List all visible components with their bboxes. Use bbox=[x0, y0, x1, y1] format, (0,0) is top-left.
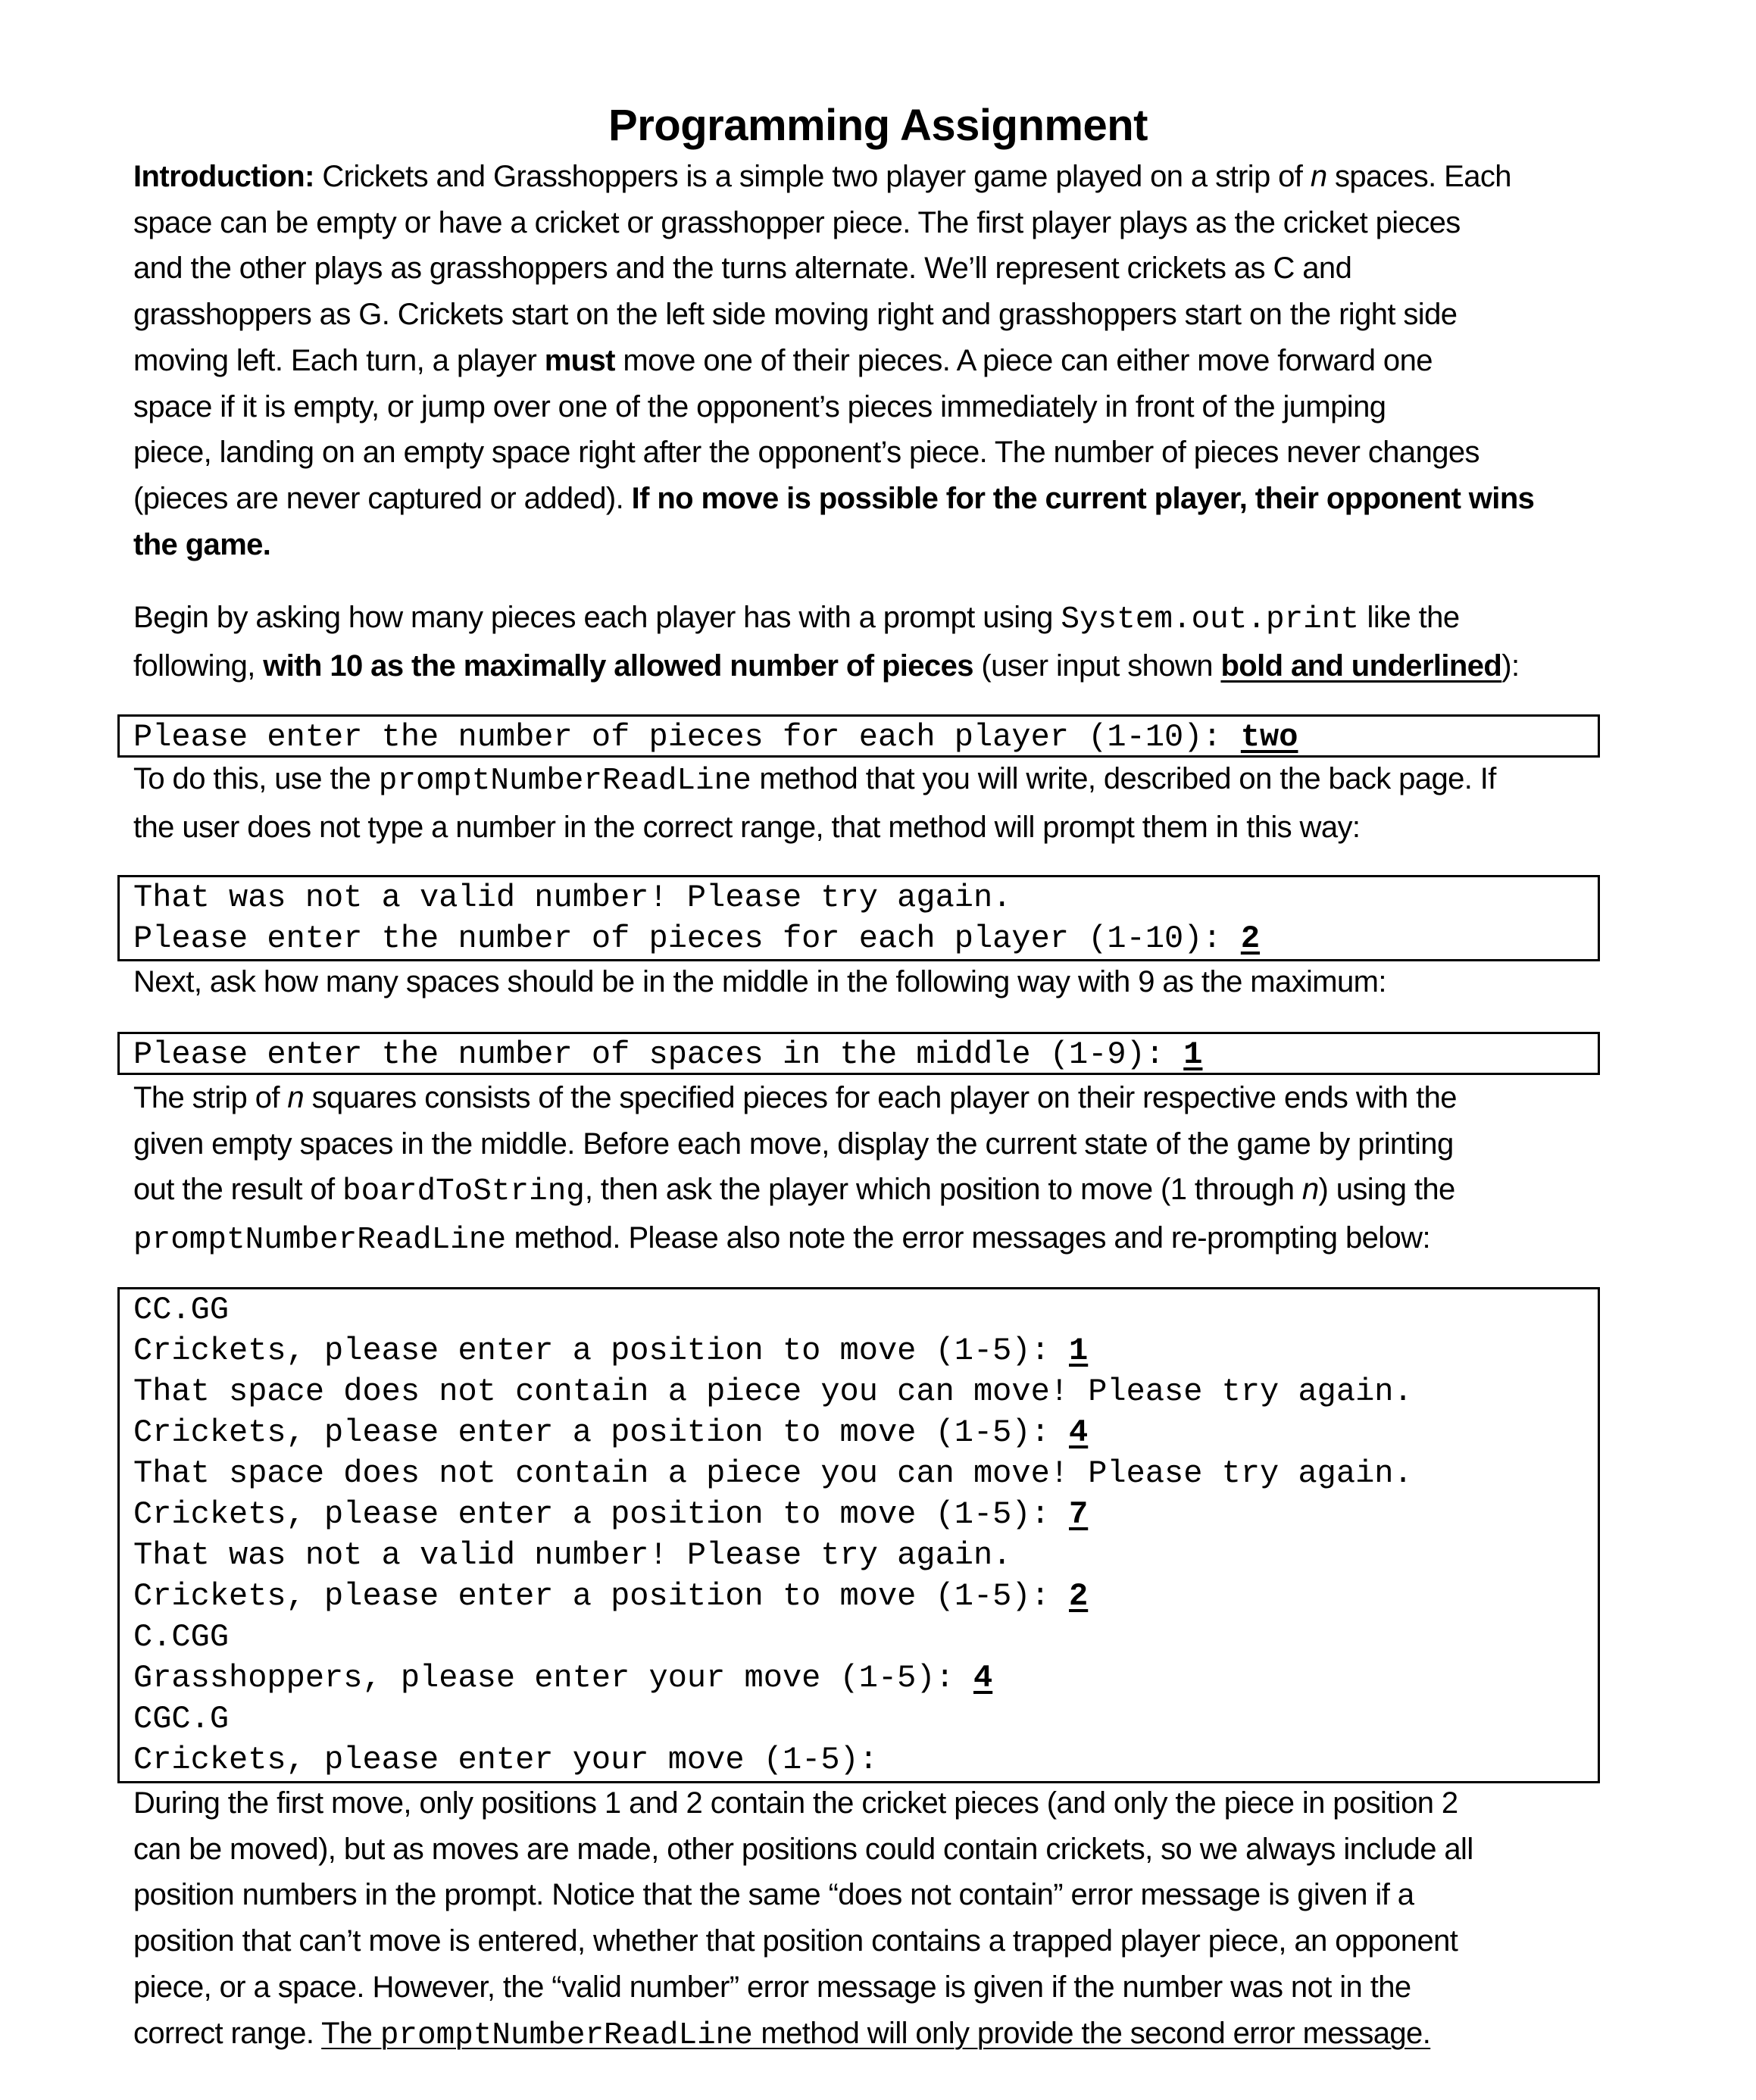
text-run: space if it is empty, or jump over one of the opponent’s pieces immediately in front of the jumping bbox=[133, 389, 1386, 423]
prompt-method-instructions bbox=[133, 756, 1496, 850]
text-run: method. Please also note the error messages and re-prompting below: bbox=[506, 1221, 1430, 1255]
text-run: correct range. bbox=[133, 2016, 322, 2050]
text-line bbox=[133, 1121, 1457, 1167]
user-input-text: 2 bbox=[1240, 920, 1261, 957]
console-example-game-session bbox=[117, 1287, 1600, 1783]
text-run: following, bbox=[133, 648, 264, 683]
text-run: n bbox=[1301, 1173, 1319, 1207]
text-line bbox=[133, 756, 1496, 805]
text-line bbox=[133, 717, 1598, 758]
inline-code: System.out.print bbox=[1061, 602, 1360, 637]
user-input-text: 2 bbox=[1069, 1578, 1089, 1614]
inline-code: boardToString bbox=[342, 1174, 585, 1210]
text-run: position that can’t move is entered, whether that position contains a trapped player piece, an opponent bbox=[133, 1924, 1458, 1958]
text-line bbox=[133, 805, 1496, 851]
text-line bbox=[133, 918, 1598, 959]
text-run: can be moved), but as moves are made, other positions could contain crickets, so we always include all bbox=[133, 1832, 1473, 1866]
text-run: During the first move, only positions 1 and 2 contain the cricket pieces (and only the piece in position 2 bbox=[133, 1786, 1458, 1820]
text-line bbox=[133, 430, 1534, 476]
page-title: Programming Assignment bbox=[608, 100, 1148, 150]
text-line bbox=[133, 476, 1534, 522]
text-line bbox=[133, 1698, 1598, 1739]
user-input-text: two bbox=[1240, 719, 1298, 755]
text-line bbox=[133, 245, 1534, 292]
text-run: space can be empty or have a cricket or grasshopper piece. The first player plays as the cricket pieces bbox=[133, 205, 1461, 239]
text-line bbox=[133, 1780, 1473, 1827]
inline-code: promptNumberReadLine bbox=[133, 1223, 507, 1258]
text-line bbox=[133, 1617, 1598, 1658]
inline-code: promptNumberReadLine bbox=[380, 2017, 753, 2053]
text-line bbox=[133, 1167, 1457, 1215]
text-run: , then ask the player which position to move (1 through bbox=[584, 1173, 1302, 1207]
user-input-text: 1 bbox=[1183, 1036, 1203, 1073]
text-line bbox=[133, 1034, 1598, 1075]
text-run: Next, ask how many spaces should be in the middle in the following way with 9 as the maximum: bbox=[133, 965, 1386, 998]
text-run: (pieces are never captured or added). bbox=[133, 481, 632, 515]
text-line bbox=[133, 1827, 1473, 1873]
text-run: Grasshoppers, please enter your move (1-5): bbox=[133, 1660, 973, 1696]
error-message-notes bbox=[133, 1780, 1473, 2058]
text-run: with 10 as the maximally allowed number of pieces bbox=[263, 648, 973, 683]
text-line bbox=[133, 595, 1519, 643]
text-run: ) using the bbox=[1318, 1173, 1455, 1207]
text-line bbox=[133, 2011, 1473, 2059]
text-run: Crickets, please enter a position to move (1-5): bbox=[133, 1333, 1070, 1369]
text-line bbox=[133, 1918, 1473, 1964]
text-run: Crickets, please enter a position to move (1-5): bbox=[133, 1578, 1070, 1614]
text-run: That was not a valid number! Please try again. bbox=[133, 880, 1012, 916]
text-line bbox=[133, 1658, 1598, 1698]
text-run: Crickets and Grasshoppers is a simple two player game played on a strip of bbox=[314, 160, 1311, 193]
text-run: like the bbox=[1359, 601, 1460, 634]
text-run: n bbox=[1310, 160, 1327, 193]
text-run: squares consists of the specified pieces for each player on their respective ends with the bbox=[304, 1081, 1457, 1114]
text-line bbox=[133, 959, 1386, 1005]
text-run: method will only provide the second error message. bbox=[752, 2016, 1431, 2050]
text-run: moving left. Each turn, a player bbox=[133, 343, 545, 377]
text-line bbox=[133, 1330, 1598, 1371]
text-line bbox=[133, 1535, 1598, 1576]
spaces-instructions bbox=[133, 959, 1386, 1005]
text-line bbox=[133, 1964, 1473, 2011]
text-line bbox=[133, 1494, 1598, 1535]
text-run: Crickets, please enter a position to move (1-5): bbox=[133, 1414, 1070, 1451]
user-input-text: 4 bbox=[1069, 1414, 1089, 1451]
text-run: (user input shown bbox=[973, 648, 1221, 683]
text-line bbox=[133, 1453, 1598, 1494]
text-run: C.CGG bbox=[133, 1619, 230, 1655]
user-input-text: 4 bbox=[973, 1660, 993, 1696]
text-line bbox=[133, 877, 1598, 918]
text-run: The bbox=[321, 2016, 380, 2050]
text-run: must bbox=[544, 343, 615, 377]
text-line bbox=[133, 522, 1534, 568]
text-run: That was not a valid number! Please try again. bbox=[133, 1537, 1012, 1573]
text-line bbox=[133, 1576, 1598, 1617]
text-run: spaces. Each bbox=[1326, 160, 1511, 193]
console-example-spaces-prompt bbox=[117, 1032, 1600, 1075]
user-input-text: 7 bbox=[1069, 1496, 1089, 1533]
text-run: piece, landing on an empty space right after the opponent’s piece. The number of pieces never changes bbox=[133, 436, 1479, 470]
text-run: Please enter the number of pieces for each player (1-10): bbox=[133, 920, 1241, 957]
text-run: Crickets, please enter a position to move (1-5): bbox=[133, 1496, 1070, 1533]
text-run: out the result of bbox=[133, 1173, 343, 1207]
text-line bbox=[133, 292, 1534, 338]
inline-code: promptNumberReadLine bbox=[378, 764, 751, 798]
text-run: the game. bbox=[133, 527, 271, 561]
text-run: The strip of bbox=[133, 1081, 288, 1114]
text-line bbox=[133, 643, 1519, 689]
user-input-text: 1 bbox=[1069, 1333, 1089, 1369]
text-run: bold and underlined bbox=[1220, 648, 1502, 683]
piece-count-instructions bbox=[133, 595, 1519, 689]
text-line bbox=[133, 338, 1534, 384]
text-run: Introduction: bbox=[133, 160, 314, 193]
text-run: Begin by asking how many pieces each player has with a prompt using bbox=[133, 601, 1061, 634]
text-run: method that you will write, described on the back page. If bbox=[751, 762, 1496, 795]
text-run: Please enter the number of spaces in the middle (1-9): bbox=[133, 1036, 1184, 1073]
text-run: grasshoppers as G. Crickets start on the left side moving right and grasshoppers start on the right side bbox=[133, 298, 1458, 332]
text-line bbox=[133, 1075, 1457, 1121]
text-line bbox=[133, 1412, 1598, 1453]
text-run: CC.GG bbox=[133, 1292, 230, 1328]
text-run: To do this, use the bbox=[133, 762, 379, 795]
text-line bbox=[133, 1215, 1457, 1264]
text-run: given empty spaces in the middle. Before each move, display the current state of the game by printing bbox=[133, 1127, 1454, 1161]
text-line bbox=[133, 1289, 1598, 1330]
text-run: move one of their pieces. A piece can either move forward one bbox=[614, 343, 1433, 377]
text-run: Crickets, please enter your move (1-5): bbox=[133, 1742, 878, 1778]
text-run: n bbox=[287, 1081, 305, 1114]
text-run: ): bbox=[1501, 648, 1520, 683]
text-run: position numbers in the prompt. Notice that the same “does not contain” error message is given if a bbox=[133, 1878, 1414, 1912]
text-line bbox=[133, 1872, 1473, 1918]
text-run: That space does not contain a piece you can move! Please try again. bbox=[133, 1373, 1413, 1410]
board-display-instructions bbox=[133, 1075, 1457, 1264]
text-line bbox=[133, 154, 1534, 200]
text-line bbox=[133, 1739, 1598, 1780]
text-run: and the other plays as grasshoppers and the turns alternate. We’ll represent crickets as C and bbox=[133, 252, 1352, 286]
introduction-paragraph bbox=[133, 154, 1534, 567]
console-example-invalid-number bbox=[117, 875, 1600, 961]
text-run: piece, or a space. However, the “valid number” error message is given if the number was not in the bbox=[133, 1970, 1411, 2004]
text-line bbox=[133, 200, 1534, 246]
text-run: the user does not type a number in the correct range, that method will prompt them in this way: bbox=[133, 810, 1361, 844]
text-run: Please enter the number of pieces for each player (1-10): bbox=[133, 719, 1241, 755]
console-example-piece-prompt bbox=[117, 714, 1600, 758]
text-run: That space does not contain a piece you can move! Please try again. bbox=[133, 1455, 1413, 1492]
text-line bbox=[133, 1371, 1598, 1412]
text-run: If no move is possible for the current player, their opponent wins bbox=[631, 481, 1535, 515]
text-run: CGC.G bbox=[133, 1701, 230, 1737]
text-line bbox=[133, 384, 1534, 430]
